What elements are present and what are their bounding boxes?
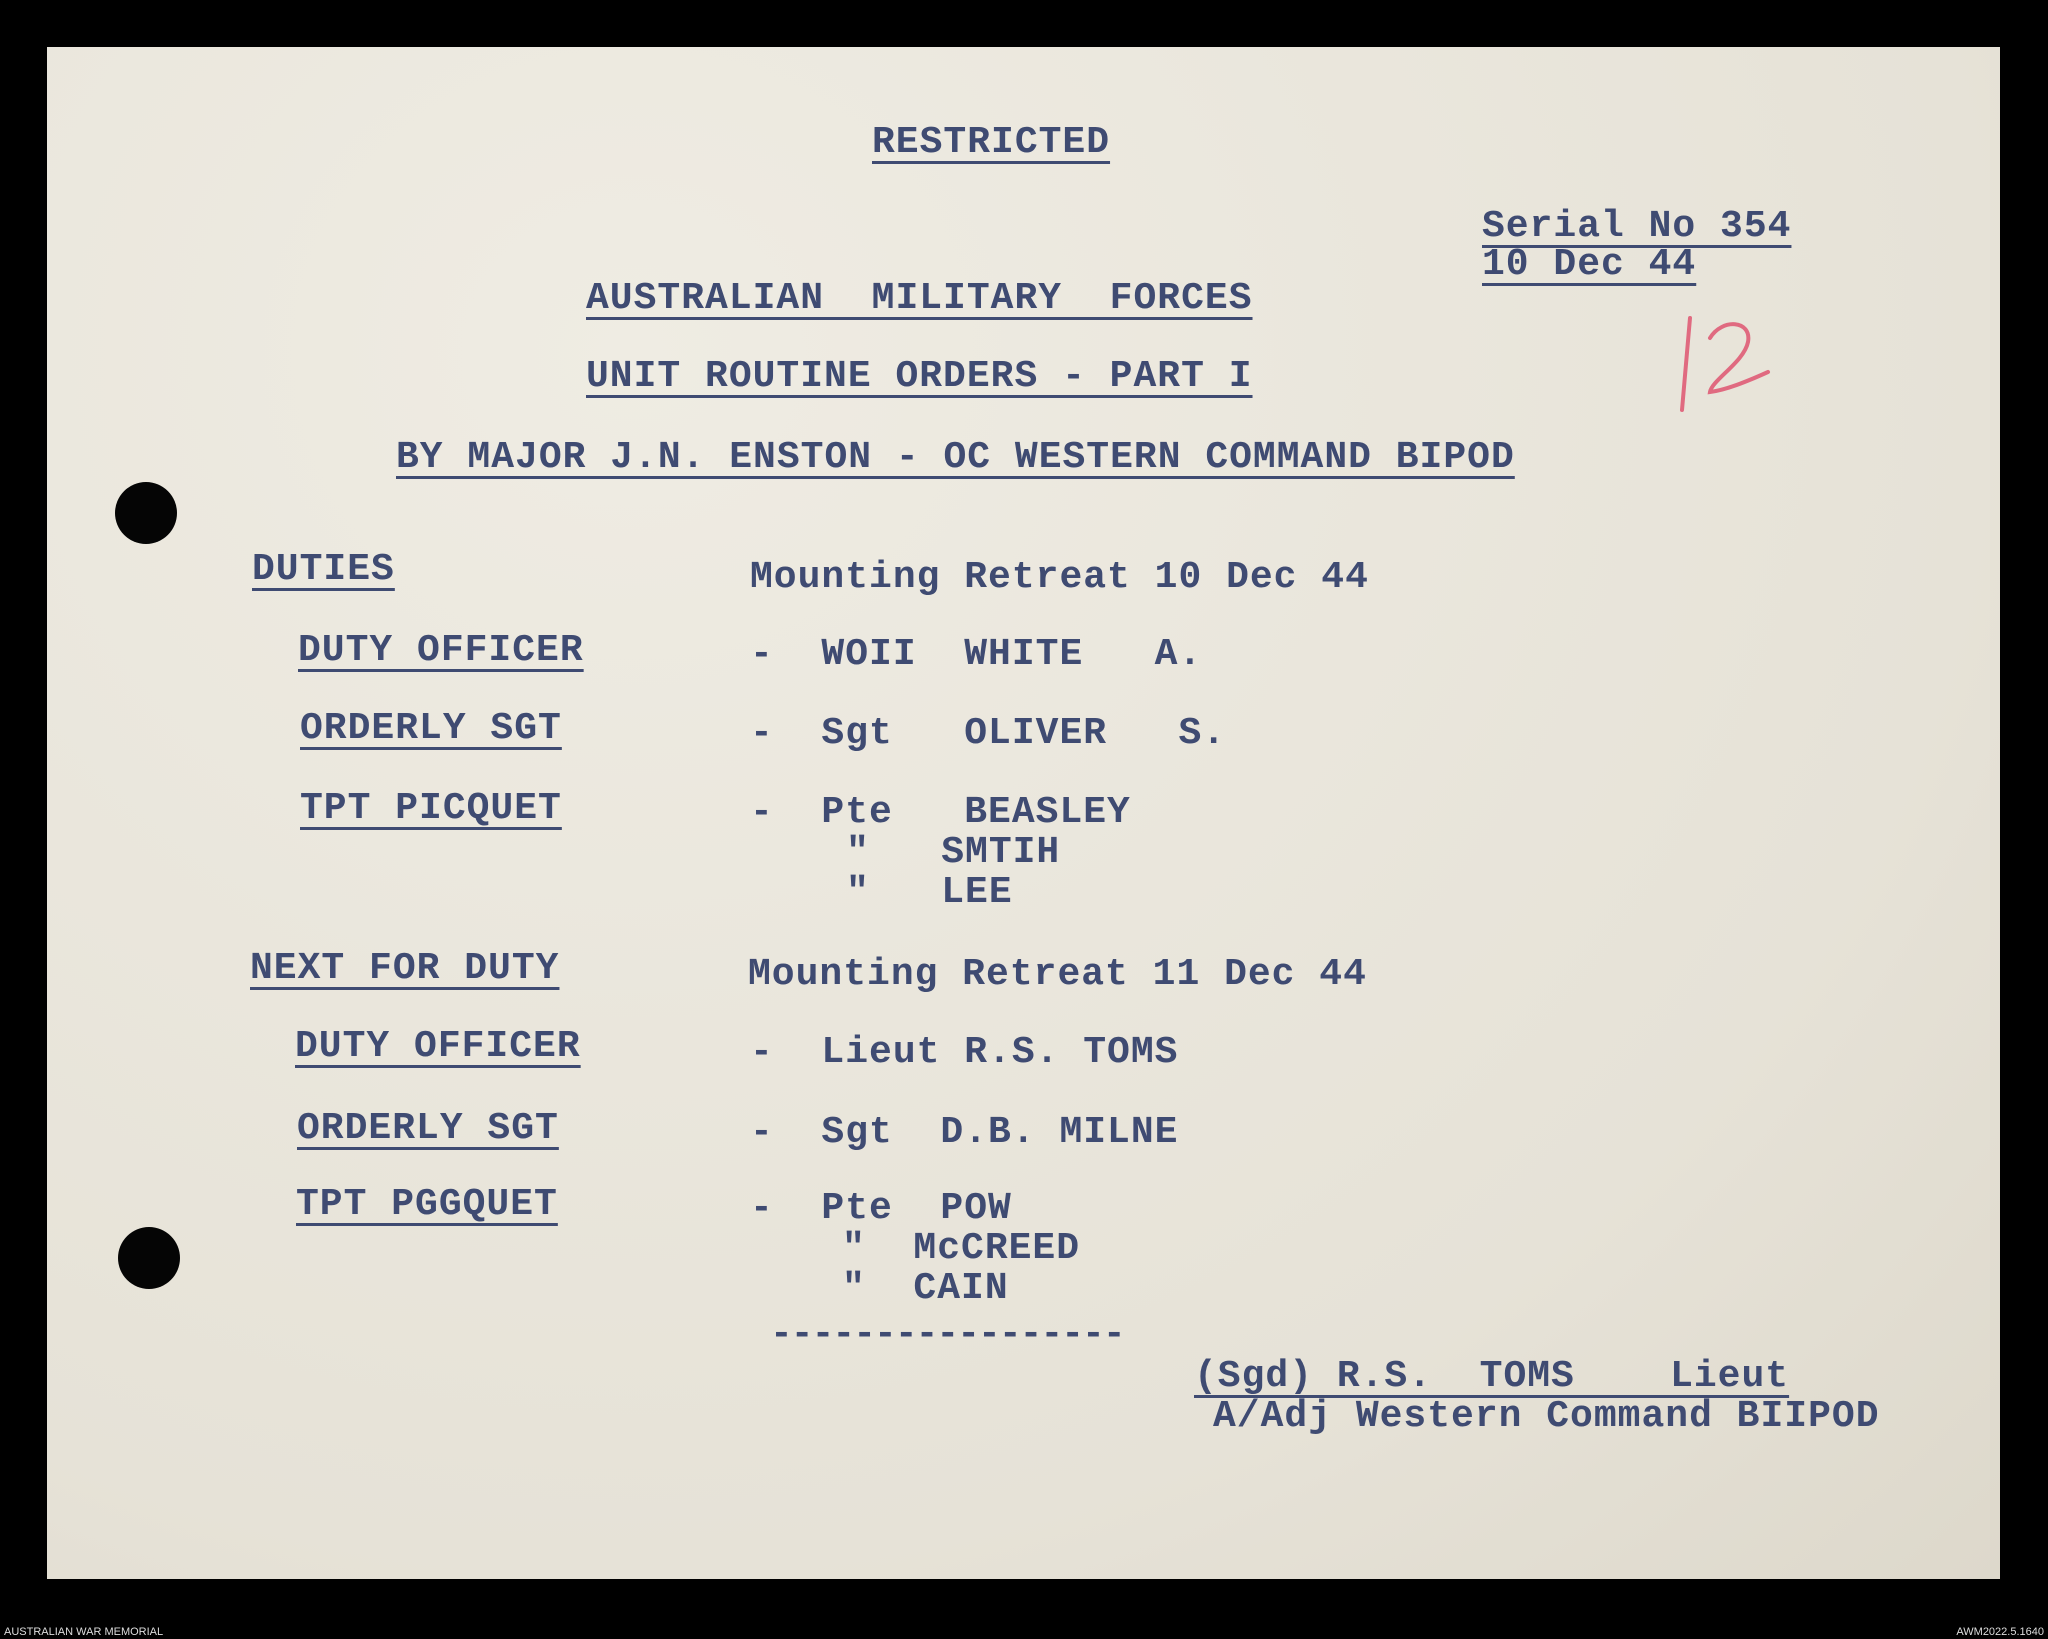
punch-hole-top bbox=[115, 482, 177, 544]
next-entry-orderly-sgt: - Sgt D.B. MILNE bbox=[750, 1111, 1179, 1154]
classification: RESTRICTED bbox=[872, 121, 1111, 164]
handwritten-annotation bbox=[1660, 310, 1780, 420]
serial-date: 10 Dec 44 bbox=[1482, 243, 1697, 286]
header-line-3: BY MAJOR J.N. ENSTON - OC WESTERN COMMAND BIPOD bbox=[396, 436, 1515, 479]
next-role-orderly-sgt: ORDERLY SGT bbox=[297, 1107, 559, 1150]
punch-hole-bottom bbox=[118, 1227, 180, 1289]
next-role-tpt-picquet: TPT PGGQUET bbox=[296, 1183, 558, 1226]
duties-entry-duty-officer: - WOII WHITE A. bbox=[750, 633, 1203, 676]
next-role-duty-officer: DUTY OFFICER bbox=[295, 1025, 581, 1068]
separator-line: ----------------- bbox=[770, 1313, 1124, 1356]
serial-number: Serial No 354 bbox=[1482, 205, 1792, 248]
duties-heading: DUTIES bbox=[252, 548, 395, 591]
footer-source: AUSTRALIAN WAR MEMORIAL bbox=[4, 1626, 164, 1638]
next-entry-duty-officer: - Lieut R.S. TOMS bbox=[750, 1031, 1179, 1074]
duties-entry-orderly-sgt: - Sgt OLIVER S. bbox=[750, 712, 1227, 755]
footer-accession: AWM2022.5.1640 bbox=[1956, 1626, 2044, 1638]
next-entry-tpt-picquet: - Pte POW bbox=[750, 1187, 1012, 1230]
signature-line-1: (Sgd) R.S. TOMS Lieut bbox=[1194, 1355, 1790, 1398]
duties-mounting: Mounting Retreat 10 Dec 44 bbox=[750, 556, 1369, 599]
duties-ditto-2: " LEE bbox=[846, 871, 1013, 914]
duties-ditto-1: " SMTIH bbox=[846, 831, 1061, 874]
duties-role-tpt-picquet: TPT PICQUET bbox=[300, 787, 562, 830]
next-ditto-1: " McCREED bbox=[842, 1227, 1081, 1270]
next-duty-heading: NEXT FOR DUTY bbox=[250, 947, 560, 990]
header-line-2: UNIT ROUTINE ORDERS - PART I bbox=[586, 355, 1253, 398]
header-line-1: AUSTRALIAN MILITARY FORCES bbox=[586, 277, 1253, 320]
signature-line-2: A/Adj Western Command BIIPOD bbox=[1213, 1395, 1880, 1438]
duties-role-orderly-sgt: ORDERLY SGT bbox=[300, 707, 562, 750]
duties-role-duty-officer: DUTY OFFICER bbox=[298, 629, 584, 672]
next-duty-mounting: Mounting Retreat 11 Dec 44 bbox=[748, 953, 1367, 996]
next-ditto-2: " CAIN bbox=[842, 1267, 1009, 1310]
duties-entry-tpt-picquet: - Pte BEASLEY bbox=[750, 791, 1131, 834]
